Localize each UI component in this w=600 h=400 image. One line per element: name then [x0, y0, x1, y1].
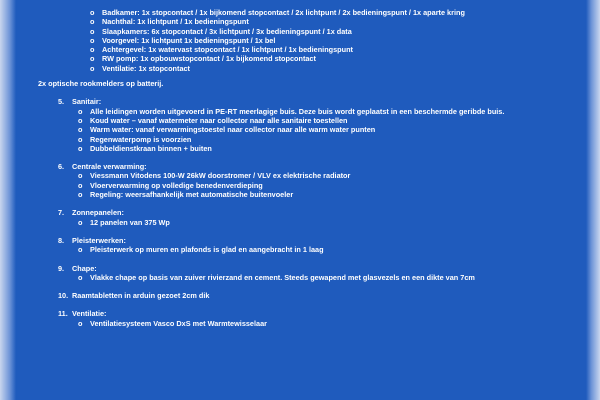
bullet-text: Badkamer: 1x stopcontact / 1x bijkomend stopcontact / 2x lichtpunt / 2x bedieningspunt / 1x aparte kring [102, 8, 465, 17]
list-item [42, 45, 562, 54]
bullet-marker: o [90, 8, 95, 17]
document-body [38, 8, 562, 328]
section-number: 9. [58, 263, 65, 273]
bullet-text: RW pomp: 1x opbouwstopcontact / 1x bijkomend stopcontact [102, 54, 316, 64]
bullet-marker: o [90, 35, 95, 45]
section-title: Pleisterwerken: [72, 235, 126, 245]
list-item [42, 17, 562, 26]
list-item [42, 8, 562, 17]
bullet-marker: o [78, 217, 83, 227]
page-edge-left [0, 0, 16, 400]
section-title: Centrale verwarming: [72, 162, 147, 172]
section-heading [42, 97, 562, 106]
bullet-marker: o [90, 26, 95, 36]
bullet-text: Viessmann Vitodens 100-W 26kW doorstromer / VLV ex elektrische radiator [90, 171, 351, 181]
bullet-text: Koud water – vanaf watermeter naar collector naar alle sanitaire toestellen [90, 115, 348, 125]
bullet-text: 12 panelen van 375 Wp [90, 217, 170, 227]
bullet-marker: o [90, 45, 95, 55]
section-title: Zonnepanelen: [72, 208, 124, 218]
list-item [42, 171, 562, 180]
bullet-marker: o [78, 180, 83, 190]
section-number: 5. [58, 97, 65, 107]
bullet-text: Nachthal: 1x lichtpunt / 1x bedieningspunt [102, 17, 249, 27]
bullet-marker: o [78, 318, 83, 328]
bullet-marker: o [78, 106, 83, 116]
section-heading [42, 208, 562, 217]
bullet-marker: o [78, 143, 83, 153]
bullet-marker: o [78, 125, 83, 135]
section-number: 11. [58, 309, 68, 319]
bullet-text: Vloerverwarming op volledige benedenverdieping [90, 180, 263, 190]
bullet-marker: o [90, 54, 95, 64]
intro-list [42, 8, 562, 73]
section-number: 6. [58, 162, 65, 172]
bullet-text: Ventilatiesysteem Vasco DxS met Warmtewisselaar [90, 318, 267, 328]
bullet-marker: o [78, 190, 83, 200]
bullet-marker: o [78, 272, 83, 282]
list-item [42, 144, 562, 153]
bullet-text: Pleisterwerk op muren en plafonds is glad en aangebracht in 1 laag [90, 245, 324, 255]
section-title: Chape: [72, 263, 97, 273]
bullet-marker: o [78, 245, 83, 255]
bullet-text: Alle leidingen worden uitgevoerd in PE-RT meerlagige buis. Deze buis wordt geplaatst in een beschermde geribde buis. [90, 106, 505, 116]
bullet-text: Regenwaterpomp is voorzien [90, 134, 192, 144]
smoke-detector-note: 2x optische rookmelders op batterij. [38, 79, 164, 89]
section-heading [42, 236, 562, 245]
section-number: 10. [58, 291, 69, 301]
section-number: 7. [58, 208, 65, 218]
bullet-text: Ventilatie: 1x stopcontact [102, 63, 190, 73]
section-heading [42, 264, 562, 273]
list-item [42, 54, 562, 63]
bullet-text: Slaapkamers: 6x stopcontact / 3x lichtpunt / 3x bedieningspunt / 1x data [102, 26, 352, 36]
section-title: Sanitair: [72, 97, 102, 107]
bullet-text: Warm water: vanaf verwarmingstoestel naar collector naar alle warm water punten [90, 125, 376, 135]
section-heading [42, 309, 562, 318]
bullet-text: Dubbeldienstkraan binnen + buiten [90, 143, 212, 153]
list-item [42, 64, 562, 73]
list-item [42, 319, 562, 328]
list-item [42, 27, 562, 36]
list-item [42, 190, 562, 199]
bullet-marker: o [90, 63, 95, 73]
list-item [42, 107, 562, 116]
bullet-text: Vlakke chape op basis van zuiver rivierzand en cement. Steeds gewapend met glasvezels en een dikte van 7cm [90, 272, 475, 282]
bullet-marker: o [78, 134, 83, 144]
list-item [42, 125, 562, 134]
list-item [42, 218, 562, 227]
bullet-text: Voorgevel: 1x lichtpunt 1x bedieningspunt / 1x bel [102, 35, 276, 45]
sections-list [42, 97, 562, 328]
list-item [42, 36, 562, 45]
bullet-text: Achtergevel: 1x watervast stopcontact / 1x lichtpunt / 1x bedieningspunt [102, 45, 353, 55]
page-edge-right [586, 0, 600, 400]
list-item [42, 273, 562, 282]
section-title: Ventilatie: [72, 309, 107, 319]
bullet-marker: o [78, 171, 83, 181]
list-item [42, 181, 562, 190]
section-heading [42, 291, 562, 300]
bullet-text: Regeling: weersafhankelijk met automatische buitenvoeler [90, 190, 294, 200]
bullet-marker: o [90, 17, 95, 27]
section-number: 8. [58, 235, 65, 245]
section-heading [42, 162, 562, 171]
list-item [42, 135, 562, 144]
list-item [42, 245, 562, 254]
bullet-marker: o [78, 115, 83, 125]
list-item [42, 116, 562, 125]
section-title: Raamtabletten in arduin gezoet 2cm dik [72, 291, 210, 301]
